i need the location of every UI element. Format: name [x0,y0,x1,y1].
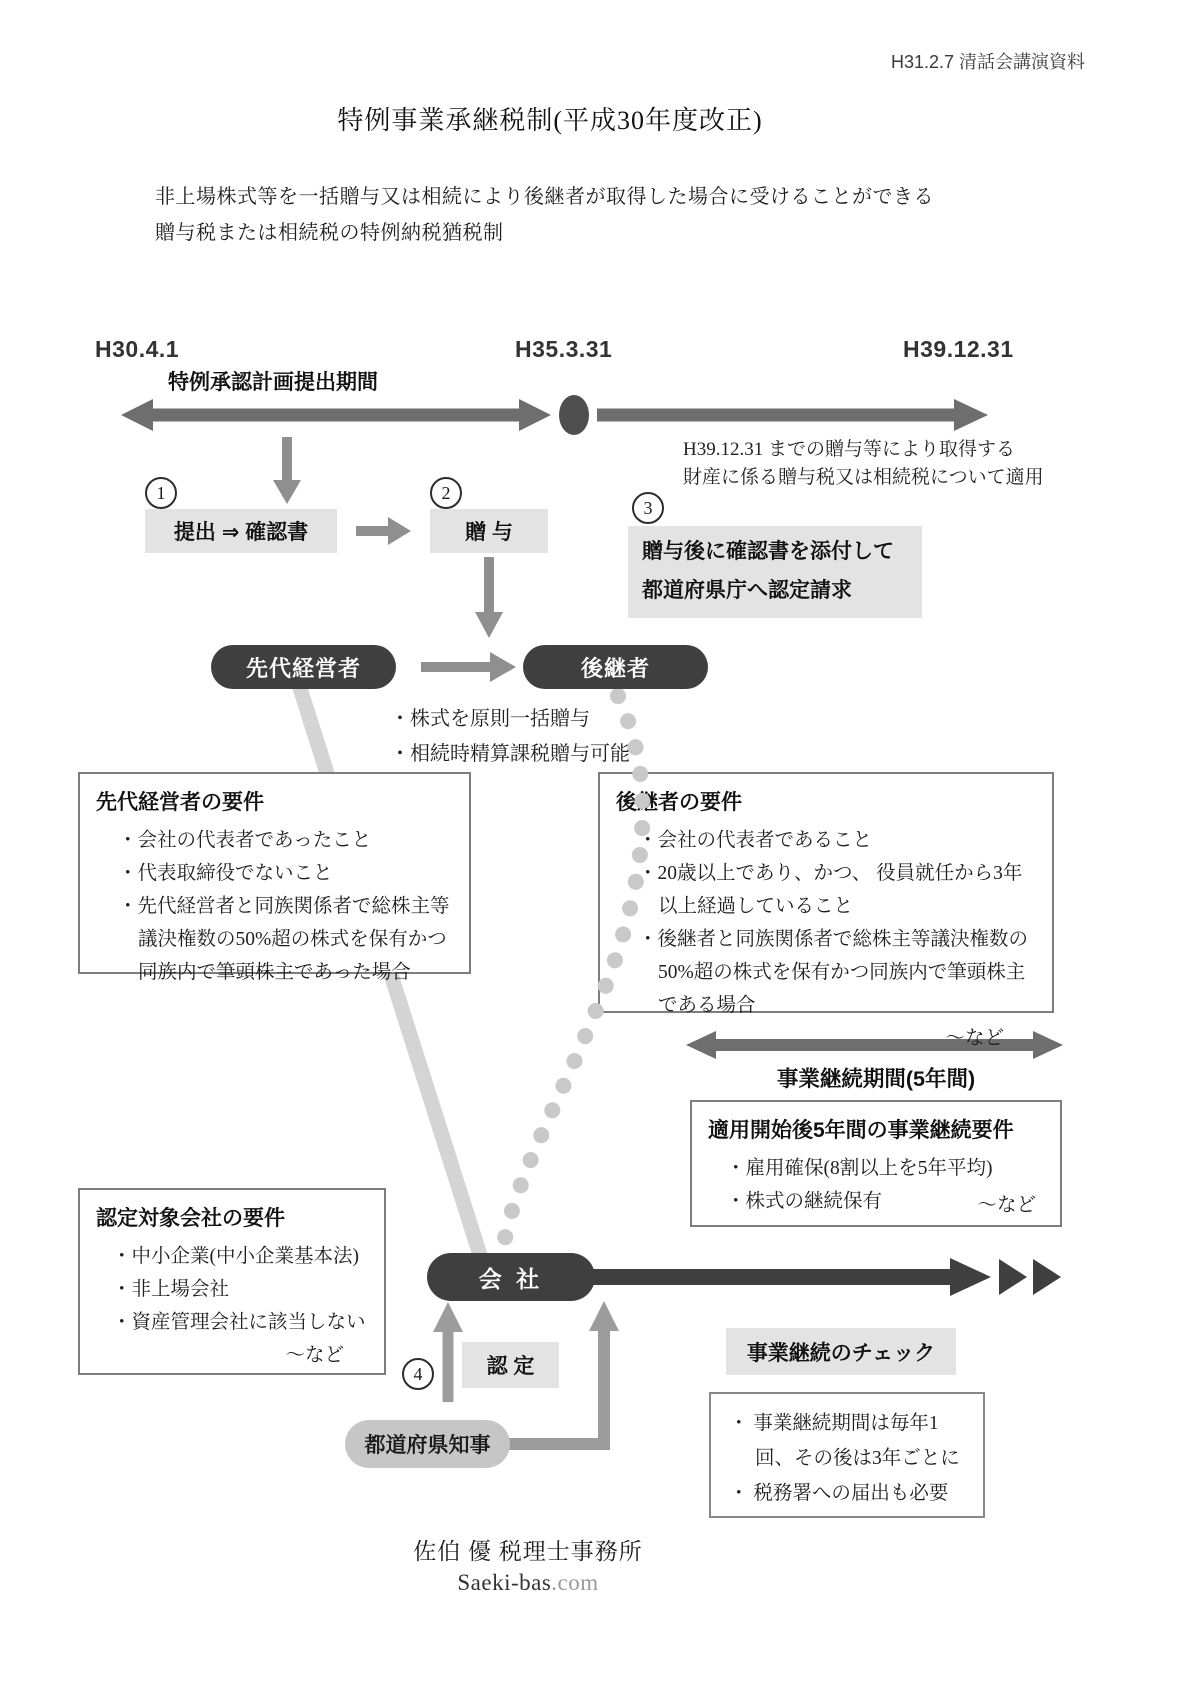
predecessor-requirements-title: 先代経営者の要件 [96,791,264,814]
company-pill: 会 社 [427,1253,595,1301]
continuation-requirements-title: 適用開始後5年間の事業継続要件 [708,1119,1014,1142]
step1-number-text: 1 [156,482,166,503]
list-item: ・中小企業(中小企業基本法) [112,1246,359,1267]
list-item: ・先代経営者と同族関係者で総株主等議決権数の50%超の株式を保有かつ同族内で筆頭株主であった場合 [118,896,450,983]
step3-line-1: 贈与後に確認書を添付して [642,540,894,563]
step4-number-text: 4 [413,1363,423,1384]
predecessor-pill: 先代経営者 [211,645,396,689]
list-item: ・会社の代表者であること [638,830,873,851]
list-item: ・雇用確保(8割以上を5年平均) [726,1158,993,1179]
list-item: ・代表取締役でないこと [118,863,333,884]
gift-note-1: ・株式を原則一括贈与 [390,708,590,730]
continuation-etc: ～など [977,1195,1036,1216]
intro-line-1: 非上場株式等を一括贈与又は相続により後継者が取得した場合に受けることができる [155,186,934,208]
step3-number-text: 3 [643,497,653,518]
successor-requirements-title: 後継者の要件 [616,791,742,814]
page-title: 特例事業承継税制(平成30年度改正) [337,106,763,135]
footer-office-name: 佐伯 優 税理士事務所 [413,1539,643,1564]
successor-pill: 後継者 [523,645,708,689]
successor-etc: ～など [945,1028,1004,1049]
list-item: ・ 税務署への届出も必要 [729,1483,949,1504]
list-item: ・株式の継続保有 [726,1191,883,1212]
step4-box: 認 定 [462,1342,559,1388]
list-item: ・20歳以上であり、かつ、 役員就任から3年以上経過していること [638,863,1023,917]
step2-number-text: 2 [441,482,451,503]
footer-site-name: Saeki-bas [457,1570,552,1595]
list-item: ・非上場会社 [112,1279,230,1300]
company-etc: ～など [285,1345,344,1366]
step1-box: 提出 ⇒ 確認書 [145,509,337,553]
header-note: H31.2.7 清話会講演資料 [890,52,1085,72]
governor-pill: 都道府県知事 [345,1420,510,1468]
step2-box: 贈 与 [430,509,548,553]
gift-note-2: ・相続時精算課税贈与可能 [390,743,630,765]
successor-company-dotted-line [503,696,643,1250]
plan-period-label: 特例承認計画提出期間 [168,371,378,394]
company-requirements-title: 認定対象会社の要件 [96,1207,285,1230]
date-end: H39.12.31 [903,336,1014,362]
footer-site-tld: .com [551,1570,599,1595]
apply-note-line-1: H39.12.31 までの贈与等により取得する [683,439,1015,460]
list-item: ・後継者と同族関係者で総株主等議決権数の50%超の株式を保有かつ同族内で筆頭株主である場合 [638,929,1029,1016]
apply-note-line-2: 財産に係る贈与税又は相続税について適用 [683,467,1044,488]
check-title-box: 事業継続のチェック [726,1328,956,1375]
list-item: ・会社の代表者であったこと [118,830,372,851]
date-start: H30.4.1 [95,336,180,362]
list-item: ・資産管理会社に該当しない [112,1312,366,1333]
date-mid: H35.3.31 [515,336,613,362]
intro-line-2: 贈与税または相続税の特例納税猶税制 [155,222,504,244]
continuation-period-label: 事業継続期間(5年間) [776,1067,976,1091]
step3-line-2: 都道府県庁へ認定請求 [642,579,852,602]
list-item: ・ 事業継続期間は毎年1回、その後は3年ごとに [729,1413,960,1469]
